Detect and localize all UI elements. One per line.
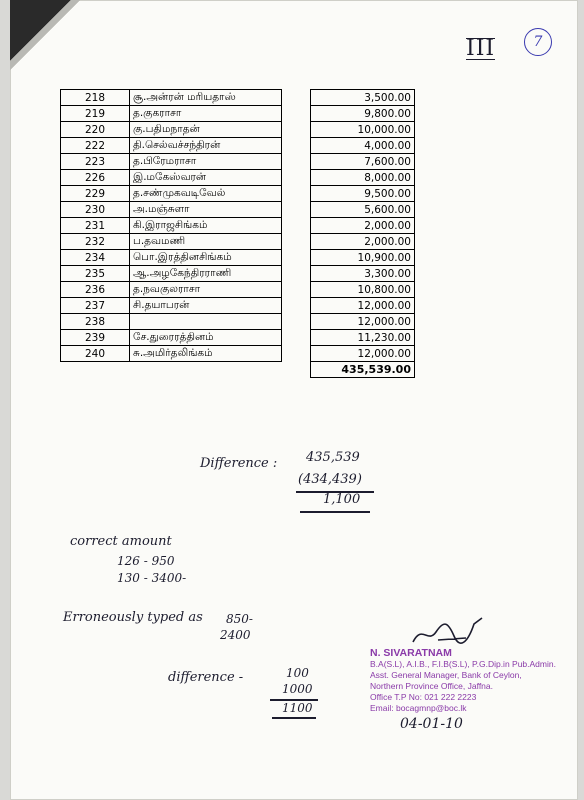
row-number: 218 bbox=[61, 90, 130, 106]
table-row bbox=[61, 250, 415, 266]
column-gap bbox=[282, 330, 311, 346]
row-number: 223 bbox=[61, 154, 130, 170]
table-row bbox=[61, 106, 415, 122]
correct-amount-label: correct amount bbox=[70, 534, 172, 549]
row-name: தி.செல்வச்சந்திரன் bbox=[130, 138, 282, 154]
table-row bbox=[61, 122, 415, 138]
row-name: த.சண்முகவடிவேல் bbox=[130, 186, 282, 202]
difference-line-2: (434,439) bbox=[298, 472, 362, 487]
total-empty bbox=[130, 362, 282, 378]
table-row bbox=[61, 298, 415, 314]
row-number: 238 bbox=[61, 314, 130, 330]
row-amount: 2,000.00 bbox=[311, 234, 415, 250]
row-amount: 3,500.00 bbox=[311, 90, 415, 106]
row-name: சூ.அன்ரன் மரியதாஸ் bbox=[130, 90, 282, 106]
row-number: 234 bbox=[61, 250, 130, 266]
column-gap bbox=[282, 266, 311, 282]
total-empty bbox=[61, 362, 130, 378]
column-gap bbox=[282, 250, 311, 266]
row-name: பொ.இரத்தினசிங்கம் bbox=[130, 250, 282, 266]
difference-result: 1,100 bbox=[323, 492, 361, 507]
page-number-circle: 7 bbox=[524, 28, 552, 56]
roman-mark: III bbox=[466, 36, 496, 61]
total-row bbox=[61, 362, 415, 378]
row-amount: 12,000.00 bbox=[311, 298, 415, 314]
column-gap bbox=[282, 218, 311, 234]
stamp-email: Email: bocagmnp@boc.lk bbox=[370, 703, 467, 713]
column-gap bbox=[282, 122, 311, 138]
row-amount: 10,800.00 bbox=[311, 282, 415, 298]
row-number: 237 bbox=[61, 298, 130, 314]
row-name: ப.தவமணி bbox=[130, 234, 282, 250]
column-gap bbox=[282, 202, 311, 218]
column-gap bbox=[282, 346, 311, 362]
row-name: அ.மஞ்சுளா bbox=[130, 202, 282, 218]
column-gap bbox=[282, 170, 311, 186]
row-number: 235 bbox=[61, 266, 130, 282]
difference-rule-2 bbox=[300, 511, 370, 513]
table-row bbox=[61, 330, 415, 346]
row-name: சு.அமிர்தலிங்கம் bbox=[130, 346, 282, 362]
row-amount: 10,900.00 bbox=[311, 250, 415, 266]
difference-label: Difference : bbox=[200, 456, 278, 471]
row-name: ஆ.அழகேந்திரராணி bbox=[130, 266, 282, 282]
row-number: 220 bbox=[61, 122, 130, 138]
table-row bbox=[61, 202, 415, 218]
stamp-phone: Office T.P No: 021 222 2223 bbox=[370, 692, 477, 702]
difference2-result: 1100 bbox=[282, 701, 313, 715]
row-number: 219 bbox=[61, 106, 130, 122]
stamp-name: N. SIVARATNAM bbox=[370, 647, 452, 659]
erroneous-label: Erroneously typed as bbox=[63, 610, 203, 625]
handwritten-date: 04-01-10 bbox=[400, 716, 463, 732]
row-name: சி.தயாபரன் bbox=[130, 298, 282, 314]
row-amount: 3,300.00 bbox=[311, 266, 415, 282]
ledger-table bbox=[60, 89, 415, 378]
table-row bbox=[61, 314, 415, 330]
table-row bbox=[61, 186, 415, 202]
column-gap bbox=[282, 106, 311, 122]
row-number: 231 bbox=[61, 218, 130, 234]
row-amount: 11,230.00 bbox=[311, 330, 415, 346]
row-name: த.குகராசா bbox=[130, 106, 282, 122]
row-amount: 10,000.00 bbox=[311, 122, 415, 138]
difference2-line-2: 1000 bbox=[282, 682, 313, 696]
official-stamp bbox=[370, 648, 556, 714]
column-gap bbox=[282, 234, 311, 250]
column-gap bbox=[282, 90, 311, 106]
row-name: த.பிரேமராசா bbox=[130, 154, 282, 170]
row-number: 230 bbox=[61, 202, 130, 218]
difference2-label: difference - bbox=[168, 670, 244, 685]
row-name: கு.பதிமநாதன் bbox=[130, 122, 282, 138]
erroneous-2: 2400 bbox=[220, 628, 251, 642]
row-name: இ.மகேஸ்வரன் bbox=[130, 170, 282, 186]
row-name: சே.துரைரத்தினம் bbox=[130, 330, 282, 346]
row-amount: 9,800.00 bbox=[311, 106, 415, 122]
signature bbox=[408, 614, 488, 650]
row-amount: 4,000.00 bbox=[311, 138, 415, 154]
table-row bbox=[61, 170, 415, 186]
row-number: 229 bbox=[61, 186, 130, 202]
column-gap bbox=[282, 282, 311, 298]
column-gap bbox=[282, 138, 311, 154]
grand-total: 435,539.00 bbox=[311, 362, 415, 378]
row-amount: 9,500.00 bbox=[311, 186, 415, 202]
row-number: 239 bbox=[61, 330, 130, 346]
difference-line-1: 435,539 bbox=[306, 450, 360, 465]
table-row bbox=[61, 346, 415, 362]
stamp-qualifications: B.A(S.L), A.I.B., F.I.B(S.L), P.G.Dip.in Pub.Admin. bbox=[370, 659, 556, 669]
row-name: கி.இராஜசிங்கம் bbox=[130, 218, 282, 234]
row-amount: 2,000.00 bbox=[311, 218, 415, 234]
table-row bbox=[61, 266, 415, 282]
row-number: 226 bbox=[61, 170, 130, 186]
row-name: த.நவகுலராசா bbox=[130, 282, 282, 298]
difference2-rule-2 bbox=[272, 717, 316, 719]
table-row bbox=[61, 154, 415, 170]
column-gap bbox=[282, 186, 311, 202]
correct-amount-1: 126 - 950 bbox=[117, 554, 175, 568]
table-row bbox=[61, 90, 415, 106]
column-gap bbox=[282, 314, 311, 330]
row-amount: 12,000.00 bbox=[311, 314, 415, 330]
row-amount: 5,600.00 bbox=[311, 202, 415, 218]
table-row bbox=[61, 138, 415, 154]
difference2-line-1: 100 bbox=[286, 666, 309, 680]
erroneous-1: 850- bbox=[226, 612, 253, 626]
row-number: 240 bbox=[61, 346, 130, 362]
row-amount: 8,000.00 bbox=[311, 170, 415, 186]
correct-amount-2: 130 - 3400- bbox=[117, 571, 187, 585]
column-gap bbox=[282, 154, 311, 170]
row-number: 232 bbox=[61, 234, 130, 250]
row-amount: 7,600.00 bbox=[311, 154, 415, 170]
stamp-title: Asst. General Manager, Bank of Ceylon, bbox=[370, 670, 522, 680]
stamp-office: Northern Province Office, Jaffna. bbox=[370, 681, 493, 691]
folded-corner bbox=[10, 0, 90, 80]
table-row bbox=[61, 282, 415, 298]
row-number: 222 bbox=[61, 138, 130, 154]
row-number: 236 bbox=[61, 282, 130, 298]
column-gap bbox=[282, 362, 311, 378]
row-name bbox=[130, 314, 282, 330]
column-gap bbox=[282, 298, 311, 314]
table-row bbox=[61, 218, 415, 234]
row-amount: 12,000.00 bbox=[311, 346, 415, 362]
table-row bbox=[61, 234, 415, 250]
